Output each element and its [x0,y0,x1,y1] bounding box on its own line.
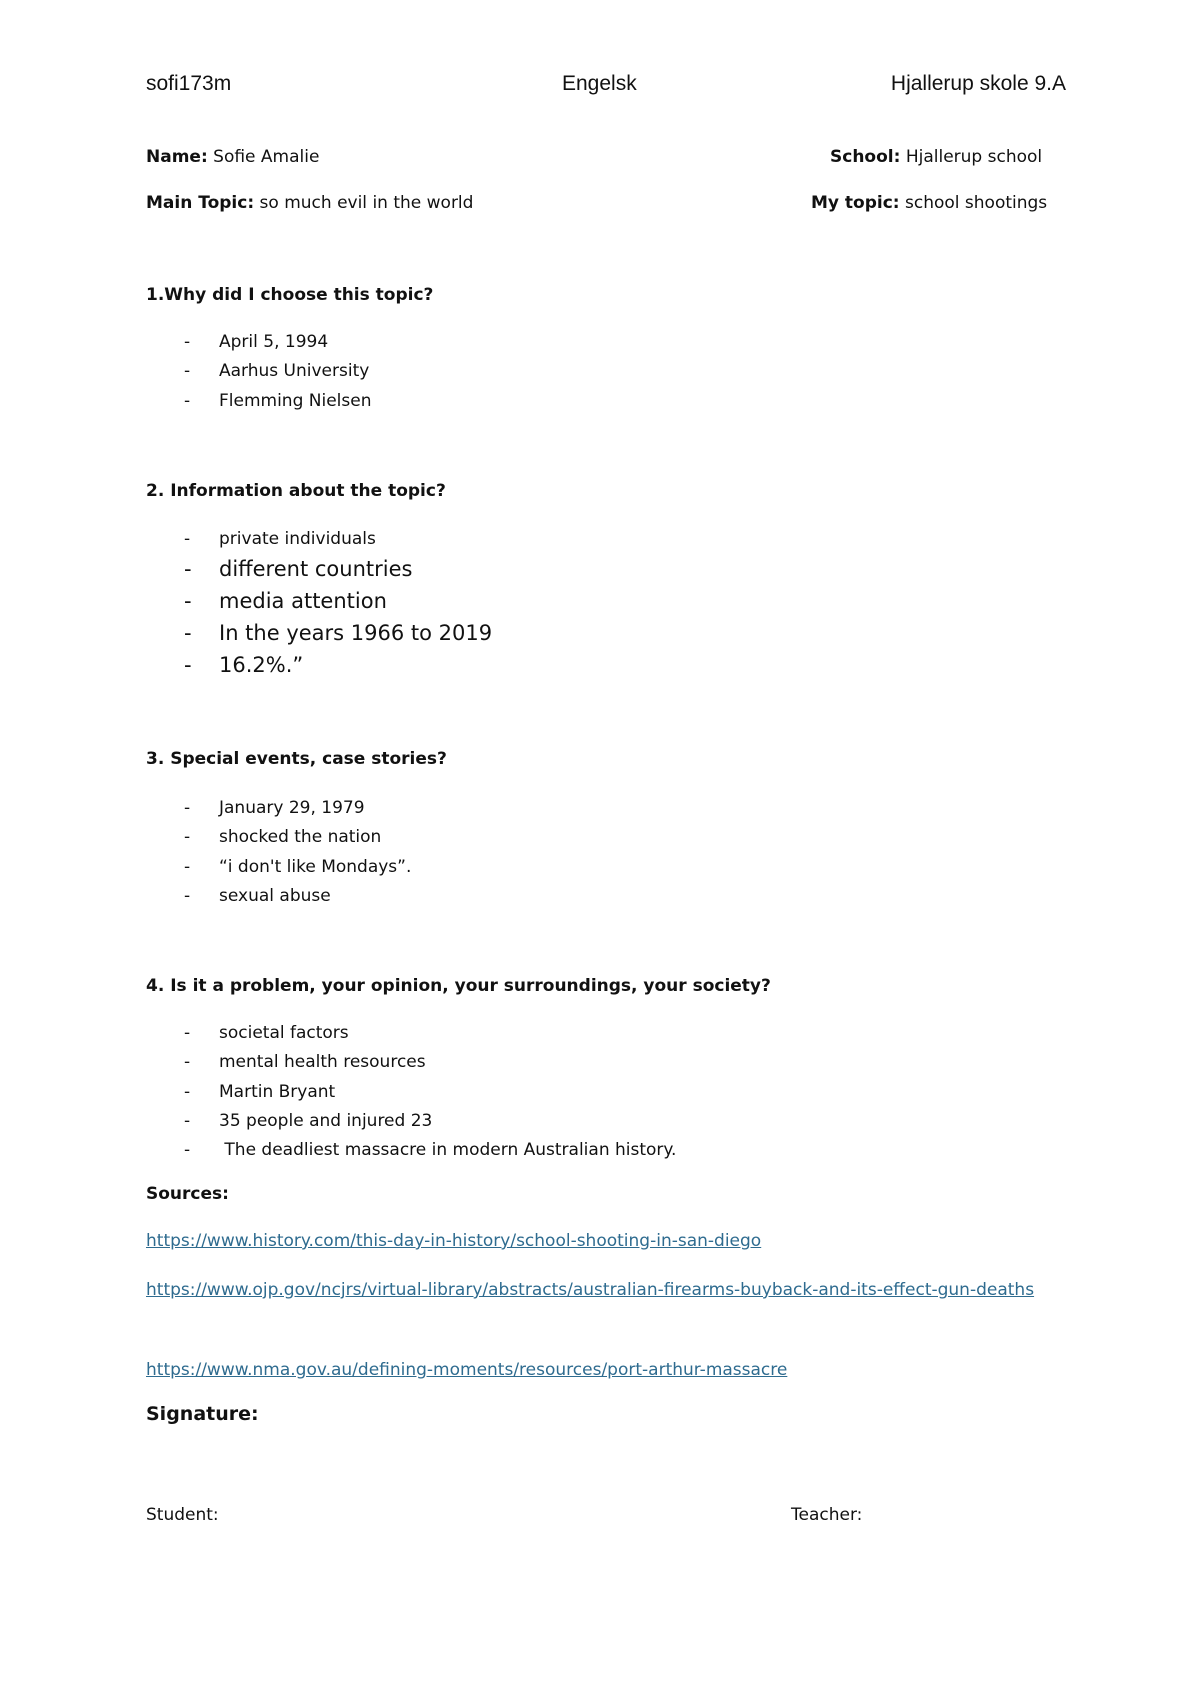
name-field [146,147,319,167]
my-topic-value: school shootings [905,193,1048,213]
section-1-list [146,328,372,416]
signature-label: Signature: [146,1403,259,1425]
list-item: - media attention [184,589,387,613]
my-topic-field [811,193,1047,213]
name-value: Sofie Amalie [213,147,320,167]
section-2-title: 2. Information about the topic? [146,481,446,501]
student-signature-label: Student: [146,1505,219,1525]
section-1-title: 1.Why did I choose this topic? [146,285,434,305]
list-item: - The deadliest massacre in modern Australian history. [184,1140,677,1161]
school-value: Hjallerup school [905,147,1043,167]
list-item: - April 5, 1994 [184,332,329,352]
list-item: - 35 people and injured 23 [184,1110,433,1131]
list-item: - In the years 1966 to 2019 [184,621,493,645]
list-item: - mental health resources [184,1052,426,1073]
my-topic-label: My topic: [811,193,900,213]
header-school-class: Hjallerup skole 9.A [890,72,1066,95]
list-item: - societal factors [184,1023,349,1043]
source-link-history[interactable]: https://www.history.com/this-day-in-history/school-shooting-in-san-diego [146,1231,762,1251]
list-item: - different countries [184,557,413,581]
page-header [146,72,1066,102]
main-topic-label: Main Topic: [146,193,255,213]
section-3-list [146,794,411,911]
list-item: - 16.2%.” [184,653,304,677]
section-2-list-b [146,553,492,681]
section-3-title: 3. Special events, case stories? [146,749,447,769]
list-item: - January 29, 1979 [184,798,365,818]
list-item: - Flemming Nielsen [184,390,372,411]
source-link-nma[interactable]: https://www.nma.gov.au/defining-moments/resources/port-arthur-massacre [146,1360,788,1380]
header-username: sofi173m [146,72,232,95]
list-item: - private individuals [184,529,376,549]
main-topic-field [146,193,473,213]
section-2-list-a [146,525,376,554]
teacher-signature-label: Teacher: [791,1505,863,1525]
name-label: Name: [146,147,208,167]
list-item: - sexual abuse [184,885,331,906]
sources-label: Sources: [146,1184,229,1204]
list-item: - “i don't like Mondays”. [184,856,412,877]
source-link-ojp[interactable]: https://www.ojp.gov/ncjrs/virtual-library/abstracts/australian-firearms-buyback-and-its-effect-gun-deaths [146,1280,1035,1300]
school-field [830,147,1042,167]
section-4-title: 4. Is it a problem, your opinion, your surroundings, your society? [146,976,771,996]
school-label: School: [830,147,901,167]
section-4-list [146,1019,676,1165]
list-item: - shocked the nation [184,827,382,848]
main-topic-value: so much evil in the world [259,193,474,213]
header-subject: Engelsk [562,72,637,95]
list-item: - Martin Bryant [184,1081,336,1102]
list-item: - Aarhus University [184,361,370,382]
